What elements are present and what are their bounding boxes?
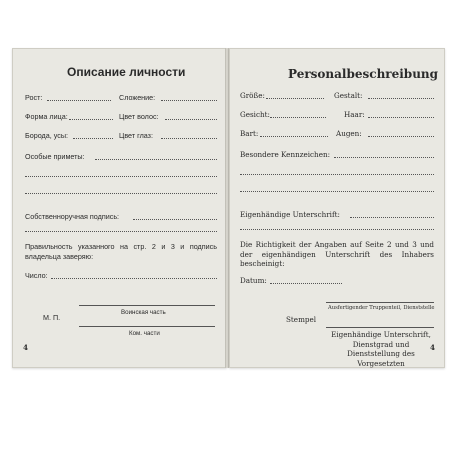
marks-field-ru-2[interactable] <box>25 176 217 177</box>
unit-label-ru: Воинская часть <box>121 309 166 316</box>
face-label-ru: Форма лица: <box>25 112 68 121</box>
certify-text-ru: Правильность указанного на стр. 2 и 3 и подпись владельца заверяю: <box>25 242 217 261</box>
beard-label-de: Bart: <box>240 129 259 138</box>
build-field-ru[interactable] <box>161 100 217 101</box>
left-page <box>12 48 227 368</box>
stamp-label-de: Stempel <box>286 315 317 324</box>
marks-field-ru-1[interactable] <box>95 159 217 160</box>
signature-field-de-2[interactable] <box>240 229 434 230</box>
right-page-number: 4 <box>430 343 436 352</box>
left-page-number: 4 <box>23 343 29 352</box>
build-label-ru: Сложение: <box>119 93 156 102</box>
unit-line-de[interactable] <box>326 302 434 303</box>
eyes-field-de[interactable] <box>368 136 434 137</box>
left-page-title: Описание личности <box>67 65 186 79</box>
signer-line-de[interactable] <box>326 327 434 328</box>
commander-label-ru: Ком. части <box>129 330 160 337</box>
date-label-de: Datum: <box>240 276 267 285</box>
beard-label-ru: Борода, усы: <box>25 131 69 140</box>
hair-label-de: Haar: <box>344 110 365 119</box>
certify-text-de: Die Richtigkeit der Angaben auf Seite 2 und 3 und der eigenhändigen Unterschrift des Inhabers bescheinigt: <box>240 240 434 268</box>
marks-field-de-2[interactable] <box>240 174 434 175</box>
signature-field-de-1[interactable] <box>350 217 434 218</box>
height-field-ru[interactable] <box>47 100 111 101</box>
right-page-title: Personalbeschreibung <box>288 67 439 81</box>
seal-label-ru: М. П. <box>43 313 61 322</box>
face-field-ru[interactable] <box>69 119 113 120</box>
face-field-de[interactable] <box>270 117 326 118</box>
date-field-de[interactable] <box>270 283 342 284</box>
signature-label-de: Eigenhändige Unterschrift: <box>240 210 340 219</box>
signer-caption-de: Eigenhändige Unterschrift, Dienstgrad und Dienststellung des Vorgesetzten <box>331 330 431 368</box>
eyes-label-de: Augen: <box>336 129 362 138</box>
eyes-field-ru[interactable] <box>161 138 217 139</box>
hair-field-ru[interactable] <box>165 119 217 120</box>
marks-field-de-3[interactable] <box>240 191 434 192</box>
build-field-de[interactable] <box>368 98 434 99</box>
marks-field-de-1[interactable] <box>334 157 434 158</box>
date-label-ru: Число: <box>25 271 48 280</box>
marks-label-de: Besondere Kennzeichen: <box>240 150 330 159</box>
height-label-de: Größe: <box>240 91 265 100</box>
beard-field-ru[interactable] <box>73 138 113 139</box>
right-page <box>229 48 445 368</box>
hair-label-ru: Цвет волос: <box>119 112 159 121</box>
build-label-de: Gestalt: <box>334 91 363 100</box>
signature-field-ru-2[interactable] <box>25 231 217 232</box>
signature-field-ru-1[interactable] <box>133 219 217 220</box>
unit-line-ru[interactable] <box>79 305 215 306</box>
beard-field-de[interactable] <box>260 136 328 137</box>
marks-label-ru: Особые приметы: <box>25 152 85 161</box>
passport-spread <box>12 48 444 368</box>
height-field-de[interactable] <box>266 98 324 99</box>
signature-label-ru: Собственноручная подпись: <box>25 212 120 221</box>
face-label-de: Gesicht: <box>240 110 270 119</box>
hair-field-de[interactable] <box>368 117 434 118</box>
commander-line-ru[interactable] <box>79 326 215 327</box>
height-label-ru: Рост: <box>25 93 43 102</box>
eyes-label-ru: Цвет глаз: <box>119 131 153 140</box>
marks-field-ru-3[interactable] <box>25 193 217 194</box>
date-field-ru[interactable] <box>51 278 217 279</box>
unit-caption-de: Ausfertigender Truppenteil, Dienststelle <box>328 305 435 311</box>
